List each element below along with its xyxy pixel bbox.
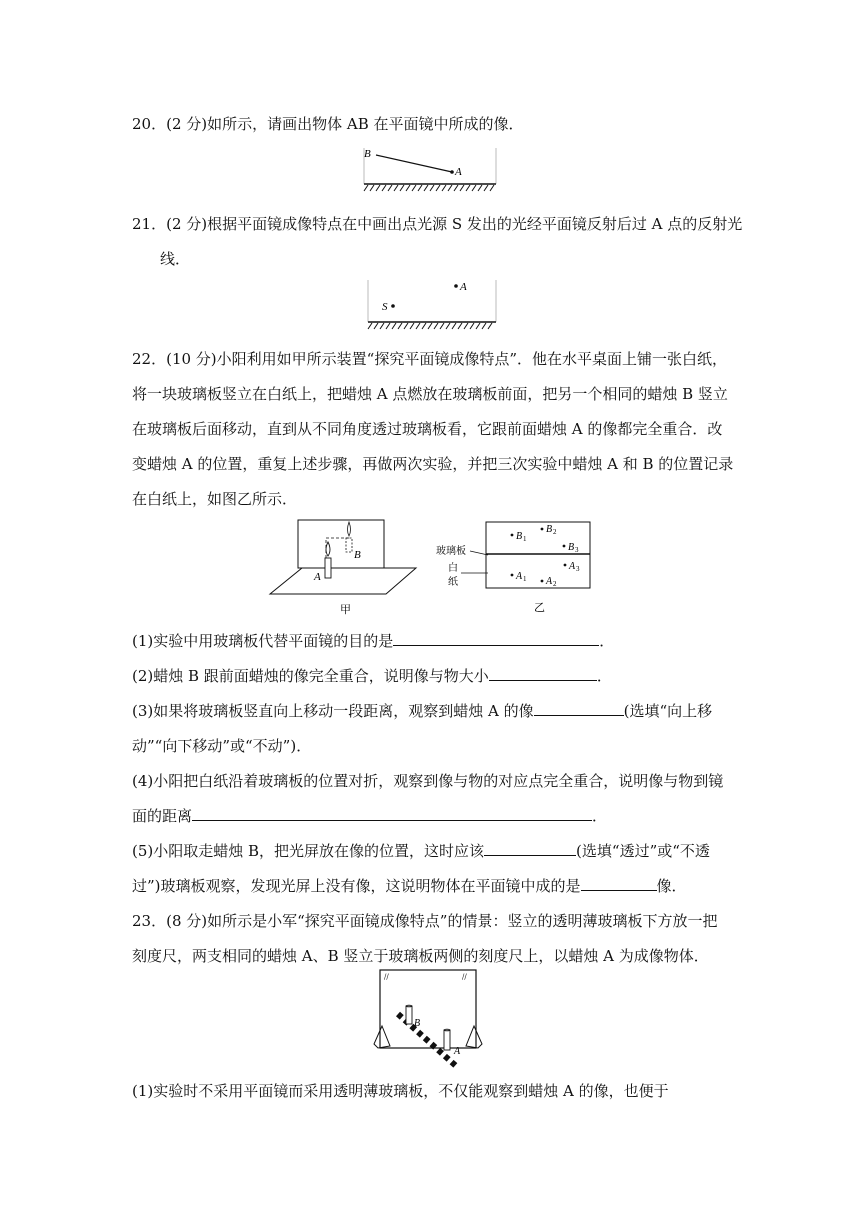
q21-figure (366, 276, 498, 332)
q22-text-4: 变蜡烛 A 的位置，重复上述步骤，再做两次实验，并把三次实验中蜡烛 A 和 B 的位置记录 (132, 455, 734, 473)
q21-text-2: 线． (160, 250, 191, 268)
object-ab (376, 155, 452, 172)
label-a: A (460, 281, 467, 293)
paper-outline (486, 522, 590, 588)
q22-part-2: (2)蜡烛 B 跟前面蜡烛的像完全重合，说明像与物大小 ． (132, 667, 612, 685)
flame-a (326, 542, 330, 556)
q23-part-1: (1)实验时不采用平面镜而采用透明薄玻璃板，不仅能观察到蜡烛 A 的像，也便于 (132, 1082, 669, 1100)
mirror-hatch (368, 323, 492, 329)
q22-part-5a: (5)小阳取走蜡烛 B，把光屏放在像的位置，这时应该 (选填“透过”或“不透 (132, 842, 710, 860)
svg-text://: // (462, 973, 467, 981)
answer-blank-5[interactable] (484, 841, 576, 856)
point-s (391, 304, 395, 308)
q23-text-1: 23．(8 分)如所示是小军“探究平面镜成像特点”的情景：竖立的透明薄玻璃板下方放一把 (132, 912, 718, 930)
caption-jia: 甲 (340, 603, 351, 616)
q22-text-1: 22．(10 分)小阳利用如甲所示装置“探究平面镜成像特点”．他在水平桌面上铺一张白纸， (132, 350, 727, 368)
q22-figure-right (434, 518, 594, 616)
answer-blank-3[interactable] (534, 701, 624, 716)
candle-b (346, 538, 352, 552)
svg-text:1: 1 (523, 535, 527, 543)
answer-blank-6[interactable] (581, 876, 657, 891)
svg-text:A: A (516, 571, 523, 582)
candle-a (325, 558, 331, 578)
q23-figure (370, 966, 490, 1068)
q22-text-5: 在白纸上，如图乙所示． (132, 490, 298, 508)
paper (270, 568, 416, 594)
svg-text:3: 3 (576, 565, 580, 573)
svg-text:3: 3 (575, 546, 579, 554)
label-glass: 玻璃板 (436, 546, 466, 557)
q22-part-3a: (3)如果将玻璃板竖直向上移动一段距离，观察到蜡烛 A 的像 (选填“向上移 (132, 702, 713, 720)
svg-text:A: A (569, 561, 576, 572)
label-paper-2: 纸 (448, 577, 458, 588)
q20-figure (360, 144, 500, 196)
q22-part-3b: 动”“向下移动”或“不动”)． (132, 737, 312, 755)
glass-plate (298, 520, 384, 568)
flame-image (348, 522, 351, 536)
left-stand (374, 1026, 390, 1048)
q21-text-1: 21．(2 分)根据平面镜成像特点在中画出点光源 S 发出的光经平面镜反射后过 A 点的反射光 (132, 215, 743, 233)
q20-text: 20．(2 分)如所示，请画出物体 AB 在平面镜中所成的像． (132, 115, 524, 133)
q22-text-2: 将一块玻璃板竖立在白纸上，把蜡烛 A 点燃放在玻璃板前面，把另一个相同的蜡烛 B 竖立 (132, 385, 728, 403)
svg-text:B: B (568, 542, 575, 553)
label-b: B (414, 1018, 421, 1029)
answer-blank-4[interactable] (192, 806, 592, 821)
q22-part-5b: 过”)玻璃板观察，发现光屏上没有像，这说明物体在平面镜中成的是 像． (132, 877, 687, 895)
label-b: B (364, 148, 371, 160)
label-a: A (454, 1046, 461, 1057)
q23-text-2: 刻度尺，两支相同的蜡烛 A、B 竖立于玻璃板两侧的刻度尺上，以蜡烛 A 为成像物体． (132, 947, 709, 965)
svg-text:B: B (516, 531, 523, 542)
label-paper-1: 白 (448, 563, 458, 574)
svg-text:1: 1 (523, 575, 527, 583)
candle-b (406, 1006, 412, 1024)
q22-part-4a: (4)小阳把白纸沿着玻璃板的位置对折，观察到像与物的对应点完全重合，说明像与物到镜 (132, 772, 724, 790)
q22-part-4b: 面的距离 ． (132, 807, 608, 825)
mirror-hatch (364, 185, 494, 191)
candle-a (444, 1030, 450, 1050)
svg-text://: // (384, 973, 389, 981)
label-a: A (455, 166, 462, 178)
q22-text-3: 在玻璃板后面移动，直到从不同角度透过玻璃板看，它跟前面蜡烛 A 的像都完全重合．改 (132, 420, 723, 438)
glass-plate (380, 970, 476, 1048)
q22-figure-left (268, 516, 418, 616)
label-s: S (382, 301, 388, 313)
right-stand (466, 1026, 482, 1048)
label-a: A (314, 571, 321, 583)
answer-blank-1[interactable] (393, 631, 599, 646)
q22-part-1: (1)实验中用玻璃板代替平面镜的目的是 ． (132, 632, 615, 650)
svg-text:2: 2 (553, 580, 557, 588)
svg-text:2: 2 (553, 528, 557, 536)
point-a (454, 284, 458, 288)
svg-text:B: B (546, 524, 553, 535)
caption-yi: 乙 (534, 601, 545, 614)
answer-blank-2[interactable] (489, 666, 597, 681)
svg-text:A: A (546, 576, 553, 587)
label-b: B (354, 549, 361, 561)
